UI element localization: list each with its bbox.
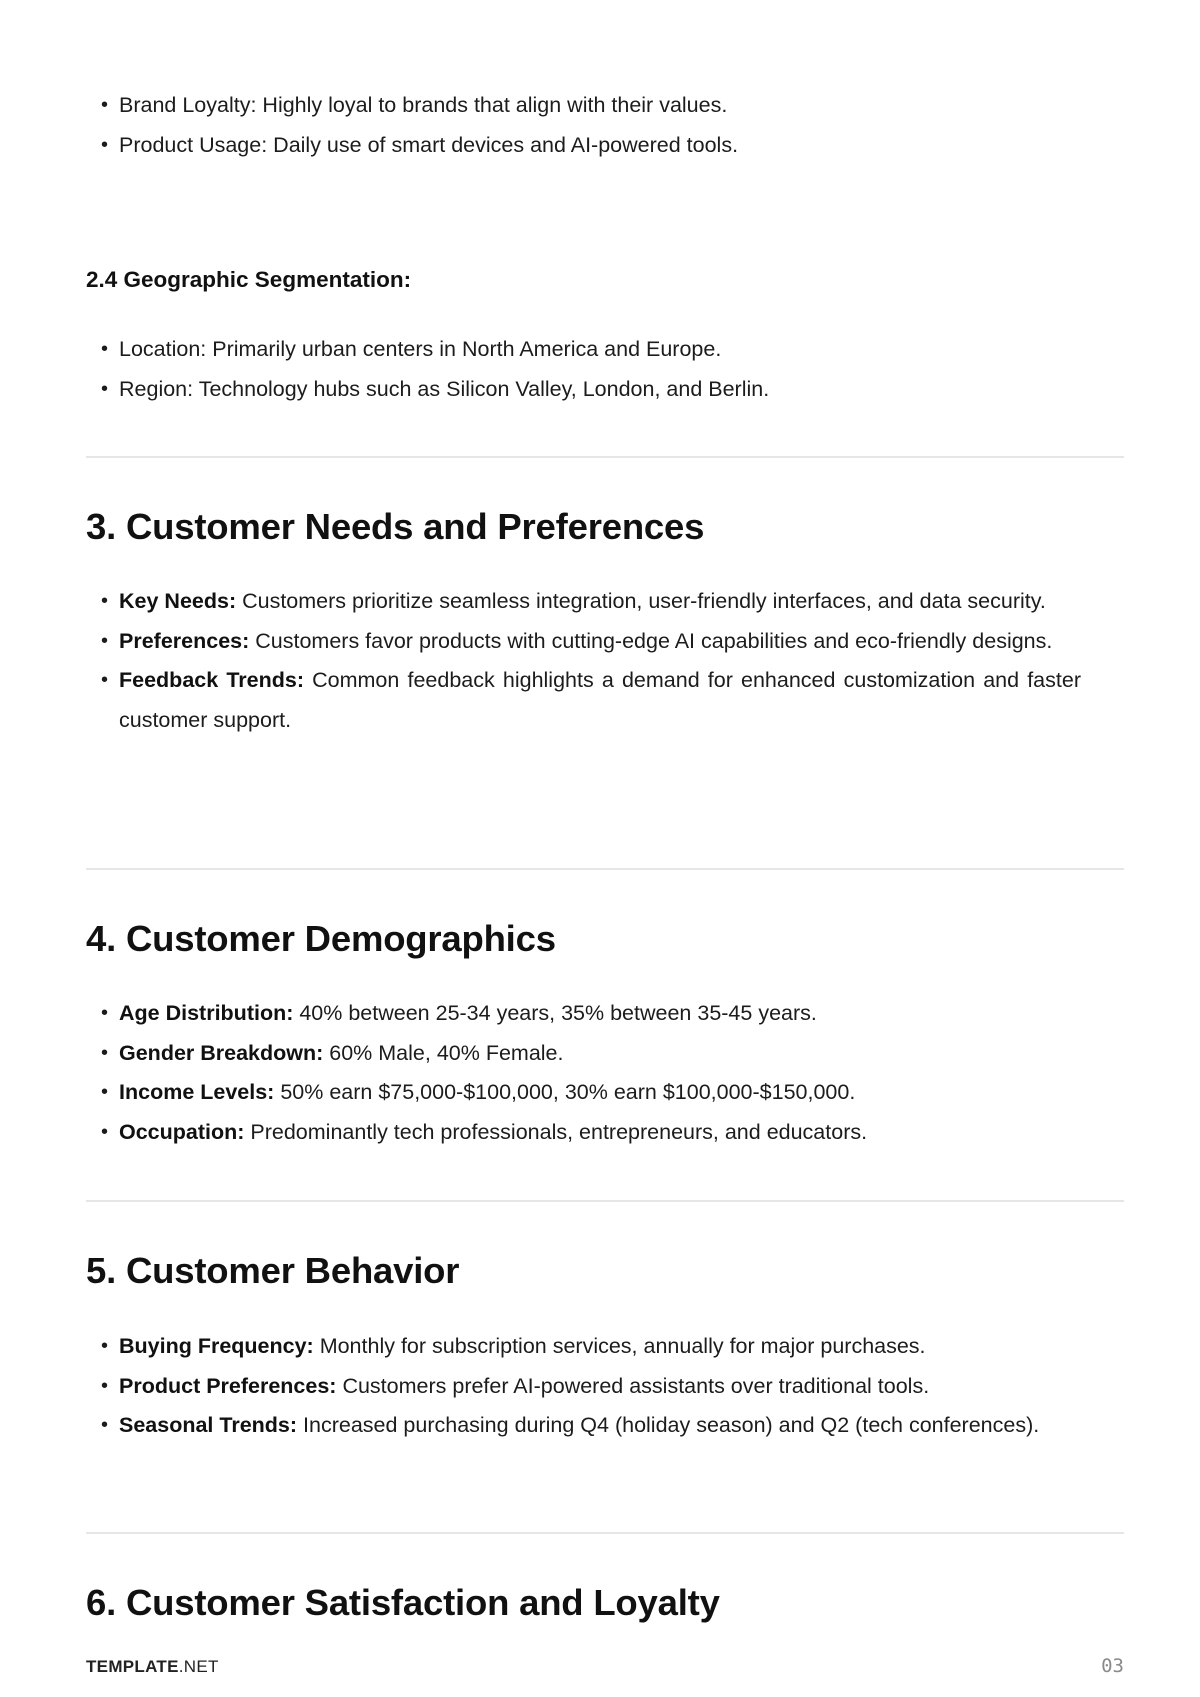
item-label: Income Levels: [119,1080,275,1104]
section-divider [86,1532,1124,1534]
item-text: 50% earn $75,000-$100,000, 30% earn $100,000-$150,000. [274,1080,856,1104]
item-text: Customers prefer AI-powered assistants over traditional tools. [336,1373,930,1398]
item-label: Seasonal Trends: [119,1413,298,1437]
item-text: Customers prioritize seamless integration, user-friendly interfaces, and data security. [236,589,1046,613]
item-label: Gender Breakdown: [119,1040,324,1065]
item-text: 60% Male, 40% Female. [323,1040,564,1065]
item-label: Feedback Trends: [119,668,304,692]
brand-bold: TEMPLATE [86,1657,179,1676]
section-divider [86,1200,1124,1202]
list-item [86,622,1081,662]
item-label: Age Distribution: [119,1001,294,1025]
item-label: Product Usage: [119,132,268,157]
item-text: Primarily urban centers in North America and Europe. [206,337,722,361]
item-text: Daily use of smart devices and AI-powered tools. [267,132,739,157]
list-item [86,1406,1081,1446]
intro-list [86,86,1081,165]
list-item [86,86,1081,126]
list-item [86,1073,1081,1113]
list-item [86,582,1081,622]
item-text: Monthly for subscription services, annually for major purchases. [313,1334,926,1358]
item-label: Product Preferences: [119,1373,337,1398]
behavior-list [86,1327,1081,1446]
item-text: Technology hubs such as Silicon Valley, London, and Berlin. [193,376,770,401]
item-label: Occupation: [119,1119,245,1144]
item-label: Location: [119,337,207,361]
item-text: Common feedback highlights a demand for enhanced customization and faster customer support. [119,668,1081,732]
needs-list [86,582,1081,740]
page-number: 03 [1101,1655,1124,1677]
item-label: Buying Frequency: [119,1334,314,1358]
item-label: Brand Loyalty: [119,93,257,117]
list-item [86,1034,1081,1074]
brand-light: .NET [178,1657,219,1676]
list-item [86,370,1081,410]
item-text: Increased purchasing during Q4 (holiday season) and Q2 (tech conferences). [297,1413,1040,1437]
geo-list [86,330,1081,409]
list-item [86,126,1081,166]
item-text: Customers favor products with cutting-edge AI capabilities and eco-friendly designs. [249,628,1053,653]
list-item [86,330,1081,370]
list-item [86,1367,1081,1407]
section-title: 5. Customer Behavior [86,1250,460,1291]
section-divider [86,868,1124,870]
section-divider [86,456,1124,458]
list-item [86,1327,1081,1367]
list-item [86,1113,1081,1153]
section-title: 6. Customer Satisfaction and Loyalty [86,1582,720,1623]
list-item [86,661,1081,740]
item-label: Preferences: [119,628,250,653]
section-title: 3. Customer Needs and Preferences [86,506,705,547]
item-text: Predominantly tech professionals, entrepreneurs, and educators. [244,1119,868,1144]
subsection-heading: 2.4 Geographic Segmentation: [86,267,412,292]
section-title: 4. Customer Demographics [86,918,556,959]
item-text: Highly loyal to brands that align with their values. [256,93,728,117]
item-label: Key Needs: [119,589,237,613]
demographics-list [86,994,1081,1152]
item-label: Region: [119,376,194,401]
footer-brand-logo [86,1657,219,1677]
list-item [86,994,1081,1034]
item-text: 40% between 25-34 years, 35% between 35-45 years. [293,1001,817,1025]
